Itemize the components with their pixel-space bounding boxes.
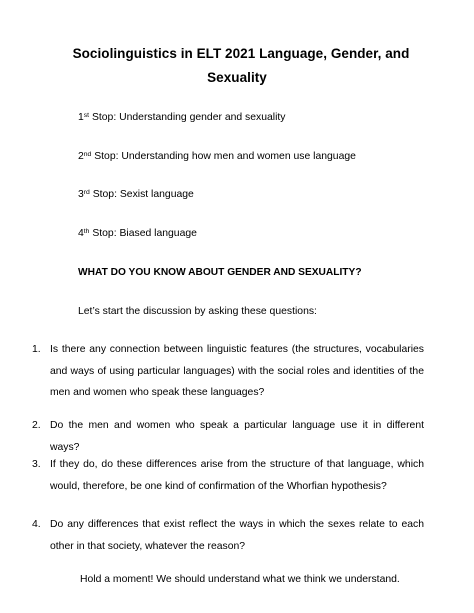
document-title-line-1: Sociolinguistics in ELT 2021 Language, Gender, and xyxy=(72,46,410,61)
question-text: If they do, do these differences arise from the structure of that language, which would, therefore, be one kind of confirmation of the Whorfian hypothesis? xyxy=(50,459,424,492)
question-item-3 xyxy=(32,454,424,497)
stop-number: 1 xyxy=(78,112,84,123)
question-text: Do the men and women who speak a particular language use it in different ways? xyxy=(50,420,424,453)
stop-item-4 xyxy=(78,227,197,241)
question-number: 1. xyxy=(32,344,41,355)
stop-number: 4 xyxy=(78,228,84,239)
question-number: 3. xyxy=(32,459,41,470)
intro-paragraph: Let’s start the discussion by asking these questions: xyxy=(78,306,317,317)
stop-ordinal-suffix: th xyxy=(83,228,90,235)
closing-remark: Hold a moment! We should understand what we think we understand. xyxy=(80,574,400,585)
question-item-2 xyxy=(32,415,424,458)
stop-text: Stop: Understanding gender and sexuality xyxy=(89,112,286,123)
question-number: 4. xyxy=(32,519,41,530)
question-text: Is there any connection between linguistic features (the structures, vocabularies and ways of using particular languages) with the social roles and identities of the men and women who speak these languages? xyxy=(50,344,424,398)
stop-item-1 xyxy=(78,111,285,125)
stop-text: Stop: Sexist language xyxy=(89,189,194,200)
question-text: Do any differences that exist reflect the ways in which the sexes relate to each other in that society, whatever the reason? xyxy=(50,519,424,552)
question-item-1 xyxy=(32,339,424,404)
stop-item-2 xyxy=(78,150,356,164)
stop-number: 2 xyxy=(78,151,84,162)
question-number: 2. xyxy=(32,420,41,431)
stop-ordinal-suffix: nd xyxy=(83,151,92,158)
document-title-line-2: Sexuality xyxy=(207,70,267,85)
stop-ordinal-suffix: st xyxy=(83,112,90,119)
stop-text: Stop: Biased language xyxy=(89,228,197,239)
stop-text: Stop: Understanding how men and women use language xyxy=(91,151,356,162)
stop-ordinal-suffix: rd xyxy=(83,189,90,196)
stop-number: 3 xyxy=(78,189,84,200)
section-heading: WHAT DO YOU KNOW ABOUT GENDER AND SEXUALITY? xyxy=(78,267,362,278)
stop-item-3 xyxy=(78,188,194,202)
question-item-4 xyxy=(32,514,424,557)
